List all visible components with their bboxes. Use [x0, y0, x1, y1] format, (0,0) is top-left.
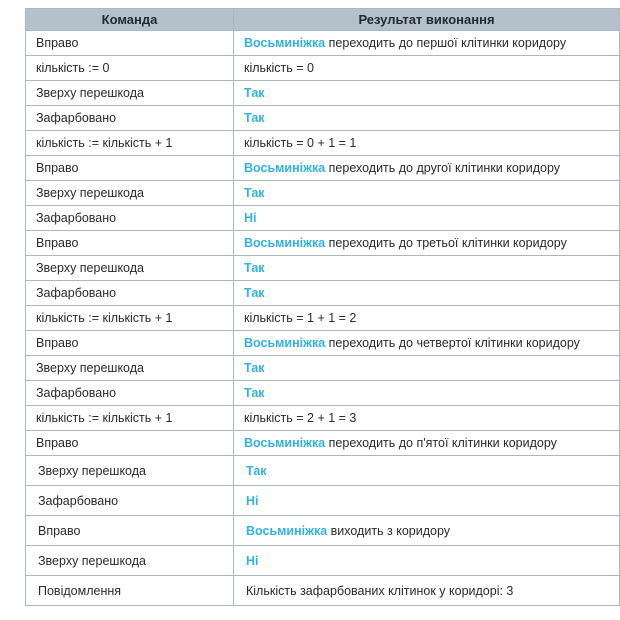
- result-highlight: Ні: [244, 211, 257, 225]
- result-text: Кількість зафарбованих клітинок у коридорі: 3: [246, 583, 514, 598]
- result-highlight: Так: [244, 286, 265, 300]
- result-highlight: Так: [244, 361, 265, 375]
- table-row: [26, 156, 620, 181]
- result-highlight: Восьминіжка: [244, 36, 326, 50]
- command-cell: Вправо: [26, 431, 234, 456]
- result-text-after: виходить з коридору: [327, 523, 451, 538]
- result-highlight: Ні: [246, 493, 259, 508]
- command-cell: Зафарбовано: [26, 486, 234, 516]
- command-cell: Вправо: [26, 31, 234, 56]
- command-cell: Зверху перешкода: [26, 456, 234, 486]
- result-text: кількість = 1 + 1 = 2: [244, 311, 357, 325]
- result-cell: [234, 431, 620, 456]
- result-cell: [234, 56, 620, 81]
- table-header: [26, 9, 620, 31]
- table-row: [26, 31, 620, 56]
- result-cell: [234, 131, 620, 156]
- table-row: [26, 256, 620, 281]
- table-row: [26, 131, 620, 156]
- table-row: [26, 456, 620, 486]
- result-text-after: переходить до другої клітинки коридору: [325, 161, 561, 175]
- command-cell: Зверху перешкода: [26, 546, 234, 576]
- result-cell: [234, 31, 620, 56]
- table-row: [26, 406, 620, 431]
- table-row: [26, 431, 620, 456]
- command-cell: Вправо: [26, 231, 234, 256]
- result-cell: [234, 256, 620, 281]
- command-cell: Зафарбовано: [26, 206, 234, 231]
- result-highlight: Так: [246, 463, 267, 478]
- table-row: [26, 381, 620, 406]
- result-highlight: Так: [244, 261, 265, 275]
- result-cell: [234, 206, 620, 231]
- table-row: [26, 231, 620, 256]
- command-cell: Зафарбовано: [26, 381, 234, 406]
- command-cell: кількість := кількість + 1: [26, 306, 234, 331]
- command-cell: Зверху перешкода: [26, 256, 234, 281]
- table-row: [26, 81, 620, 106]
- result-cell: [234, 456, 620, 486]
- table-row: [26, 331, 620, 356]
- result-text-after: переходить до п'ятої клітинки коридору: [325, 436, 557, 450]
- table-body: [26, 31, 620, 606]
- command-cell: Вправо: [26, 516, 234, 546]
- result-text-after: переходить до першої клітинки коридору: [325, 36, 567, 50]
- result-cell: [234, 306, 620, 331]
- table-row: [26, 281, 620, 306]
- table-row: [26, 306, 620, 331]
- result-cell: [234, 356, 620, 381]
- result-cell: [234, 516, 620, 546]
- command-cell: Вправо: [26, 331, 234, 356]
- result-cell: [234, 546, 620, 576]
- command-cell: Зверху перешкода: [26, 81, 234, 106]
- result-cell: [234, 381, 620, 406]
- result-highlight: Восьминіжка: [244, 336, 326, 350]
- result-highlight: Так: [244, 86, 265, 100]
- command-cell: Повідомлення: [26, 576, 234, 606]
- table-row: [26, 206, 620, 231]
- result-highlight: Ні: [246, 553, 259, 568]
- result-text-after: переходить до третьої клітинки коридору: [325, 236, 567, 250]
- result-cell: [234, 406, 620, 431]
- result-highlight: Так: [244, 111, 265, 125]
- result-cell: [234, 231, 620, 256]
- result-text: кількість = 0 + 1 = 1: [244, 136, 357, 150]
- result-cell: [234, 576, 620, 606]
- result-highlight: Восьминіжка: [246, 523, 328, 538]
- result-text-after: переходить до четвертої клітинки коридору: [325, 336, 580, 350]
- command-cell: Зверху перешкода: [26, 181, 234, 206]
- result-highlight: Восьминіжка: [244, 436, 326, 450]
- result-highlight: Восьминіжка: [244, 161, 326, 175]
- result-highlight: Восьминіжка: [244, 236, 326, 250]
- table-row: [26, 181, 620, 206]
- command-cell: Зверху перешкода: [26, 356, 234, 381]
- table-row: [26, 356, 620, 381]
- table-row: [26, 486, 620, 516]
- table-row: [26, 546, 620, 576]
- header-row: [26, 9, 620, 31]
- command-cell: Зафарбовано: [26, 106, 234, 131]
- result-cell: [234, 106, 620, 131]
- result-cell: [234, 81, 620, 106]
- result-highlight: Так: [244, 186, 265, 200]
- header-command: Команда: [26, 9, 234, 31]
- command-cell: кількість := 0: [26, 56, 234, 81]
- result-cell: [234, 486, 620, 516]
- command-cell: кількість := кількість + 1: [26, 131, 234, 156]
- command-cell: кількість := кількість + 1: [26, 406, 234, 431]
- command-cell: Зафарбовано: [26, 281, 234, 306]
- result-cell: [234, 281, 620, 306]
- header-result: Результат виконання: [234, 9, 620, 31]
- result-cell: [234, 156, 620, 181]
- table-row: [26, 56, 620, 81]
- result-text: кількість = 0: [244, 61, 314, 75]
- execution-table: [25, 8, 620, 606]
- table-row: [26, 516, 620, 546]
- result-cell: [234, 331, 620, 356]
- result-text: кількість = 2 + 1 = 3: [244, 411, 357, 425]
- command-cell: Вправо: [26, 156, 234, 181]
- table-row: [26, 576, 620, 606]
- result-cell: [234, 181, 620, 206]
- result-highlight: Так: [244, 386, 265, 400]
- table-row: [26, 106, 620, 131]
